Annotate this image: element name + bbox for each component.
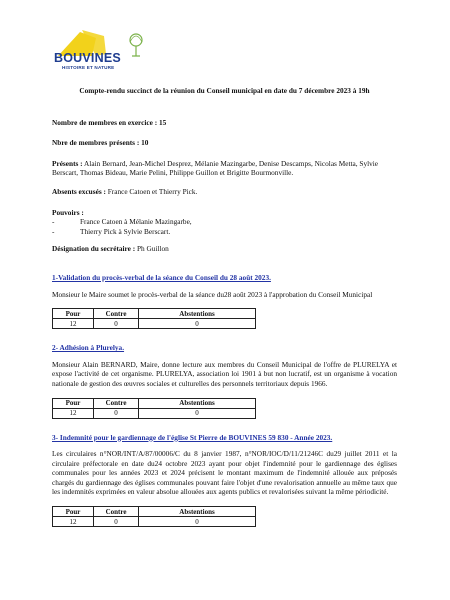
vote-abstentions: 0 [139, 517, 256, 527]
section-body: Les circulaires n°NOR/INT/A/87/00006/C du 8 janvier 1987, n°NOR/IOC/D/11/21246C du29 juillet 2011 et la circulaire préfectorale en date du24 octobre 2023 ayant pour objet l'indemnité pour le gardiennage des églises communales pour les années 2023 et 2024 précisent le montant maximum de l'indemnité allouée aux préposés chargés du gardiennage des églises communales pouvant faire l'objet d'une revalorisation annuelle au même taux que les indemnités exprimées en valeur absolue allouées aux agents publics et revalorisées suivant la même périodicité. [52, 449, 397, 497]
section-body: Monsieur le Maire soumet le procès-verbal de la séance du28 août 2023 à l'approbation du Conseil Municipal [52, 289, 373, 299]
vote-against: 0 [94, 517, 139, 527]
members-in-office [52, 118, 397, 128]
section-heading: 3- Indemnité pour le gardiennage de l'église St Pierre de BOUVINES 59 830 - Année 2023. [52, 432, 333, 442]
vote-value-row [53, 517, 256, 527]
secretary-name: Ph Guillon [137, 244, 169, 254]
document-title: Compte-rendu succinct de la réunion du Conseil municipal en date du 7 décembre 2023 à 19h [79, 86, 370, 95]
secretary-label: Désignation du secrétaire : [52, 244, 136, 254]
vote-for: 12 [53, 517, 94, 527]
document-body [52, 86, 397, 537]
proxies-label: Pouvoirs : [52, 207, 84, 217]
members-in-office-label: Nombre de membres en exercice : [52, 117, 158, 127]
present-label: Présents : [52, 158, 83, 168]
vote-header-for: Pour [53, 309, 94, 319]
section-body: Monsieur Alain BERNARD, Maire, donne lecture aux membres du Conseil Municipal de l'offre de PLURELYA et expose l'activité de cet organisme. PLURELYA, association loi 1901 à but non lucratif, est un organisme à vocation nationale de gestion des œuvres sociales et culturelles des personnels territoriaux depuis 1966. [52, 359, 397, 388]
vote-header-for: Pour [53, 398, 94, 408]
vote-for: 12 [53, 319, 94, 329]
vote-value-row [53, 319, 256, 329]
vote-header-for: Pour [53, 507, 94, 517]
section-heading: 2- Adhésion à Plurelya. [52, 343, 125, 353]
present-names: Alain Bernard, Jean-Michel Desprez, Mélanie Mazingarbe, Denise Descamps, Nicolas Metta, Sylvie Berscart, Thomas Bideau, Marie Pelini, Philippe Guillon et Brigitte Bourmonville. [52, 158, 379, 178]
vote-header-against: Contre [94, 507, 139, 517]
vote-header-row [53, 309, 256, 319]
vote-table [52, 398, 256, 419]
vote-against: 0 [94, 408, 139, 418]
section-heading: 1-Validation du procès-verbal de la séance du Conseil du 28 août 2023. [52, 272, 271, 282]
excused-paragraph [52, 187, 397, 197]
vote-header-against: Contre [94, 398, 139, 408]
vote-header-row [53, 398, 256, 408]
proxy-item: - Thierry Pick à Sylvie Berscart. [52, 226, 171, 236]
vote-table [52, 506, 256, 527]
vote-value-row [53, 408, 256, 418]
members-present-value: 10 [141, 138, 149, 148]
vote-header-abstentions: Abstentions [139, 507, 256, 517]
logo-wordmark: BOUVINES [54, 51, 121, 65]
vote-abstentions: 0 [139, 319, 256, 329]
members-in-office-value: 15 [159, 117, 167, 127]
vote-header-abstentions: Abstentions [139, 309, 256, 319]
secretary-paragraph [52, 244, 397, 254]
vote-header-row [53, 507, 256, 517]
vote-header-abstentions: Abstentions [139, 398, 256, 408]
members-present [52, 138, 397, 148]
vote-abstentions: 0 [139, 408, 256, 418]
bouvines-logo [52, 28, 152, 74]
logo-tagline: HISTOIRE ET NATURE [62, 65, 115, 70]
proxy-item: - France Catoen à Mélanie Mazingarbe, [52, 217, 192, 227]
vote-against: 0 [94, 319, 139, 329]
present-paragraph [52, 159, 397, 178]
members-present-label: Nbre de membres présents : [52, 138, 140, 148]
vote-table [52, 308, 256, 329]
vote-for: 12 [53, 408, 94, 418]
excused-names: France Catoen et Thierry Pick. [107, 186, 198, 196]
excused-label: Absents excusés : [52, 186, 106, 196]
vote-header-against: Contre [94, 309, 139, 319]
proxies-list [52, 217, 397, 236]
